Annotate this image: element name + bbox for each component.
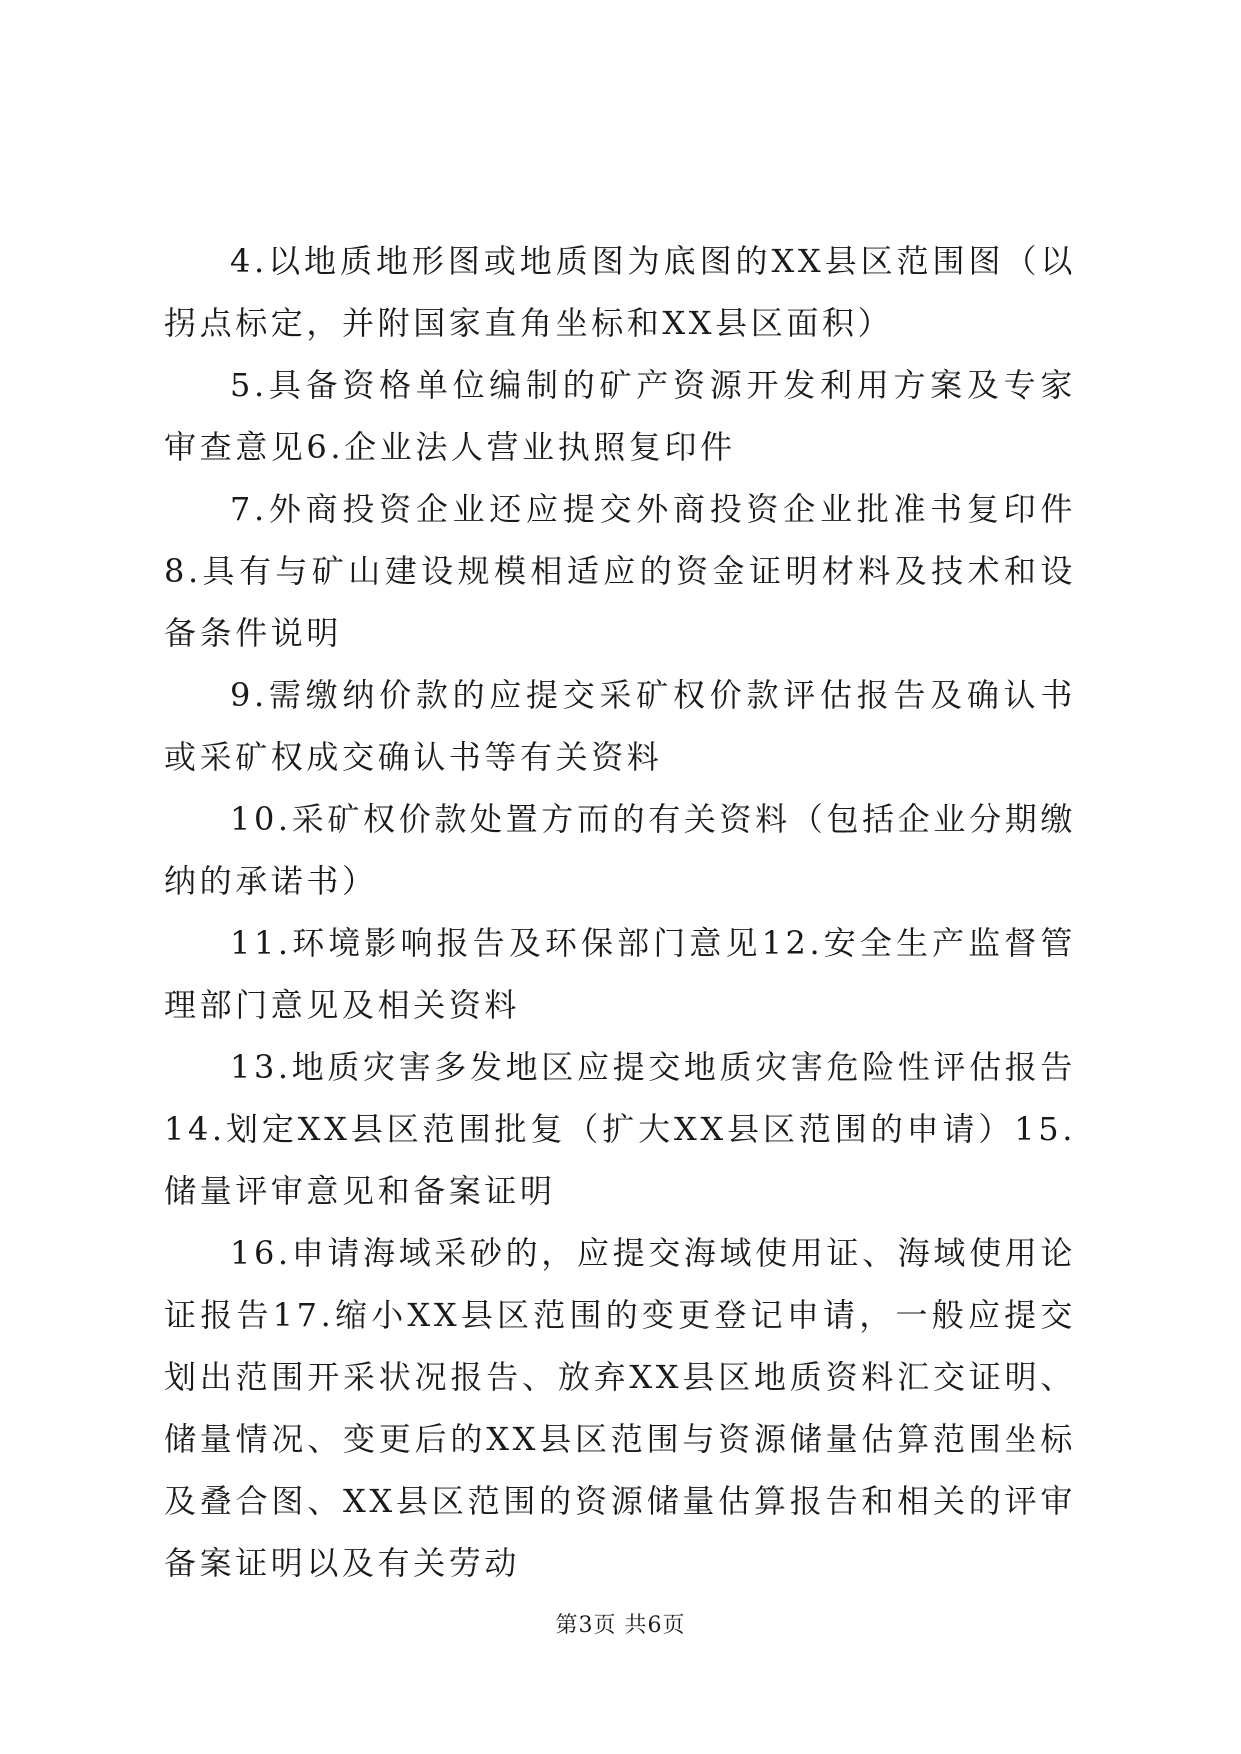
- paragraph-item-7-8: 7.外商投资企业还应提交外商投资企业批准书复印件8.具有与矿山建设规模相适应的资金证明材料及技术和设备条件说明: [164, 490, 1076, 652]
- paragraph-item-16-17: 16.申请海域采砂的，应提交海域使用证、海域使用论证报告17.缩小XX县区范围的变更登记申请，一般应提交划出范围开采状况报告、放弃XX县区地质资料汇交证明、储量情况、变更后的XX县区范围与资源储量估算范围坐标及叠合图、XX县区范围的资源储量估算报告和相关的评审备案证明以及有关劳动: [164, 1234, 1076, 1582]
- paragraph-item-10: 10.采矿权价款处置方而的有关资料（包括企业分期缴纳的承诺书）: [164, 800, 1076, 900]
- paragraph-item-11-12: 11.环境影响报告及环保部门意见12.安全生产监督管理部门意见及相关资料: [164, 924, 1076, 1024]
- paragraph-item-13-15: 13.地质灾害多发地区应提交地质灾害危险性评估报告14.划定XX县区范围批复（扩大XX县区范围的申请）15.储量评审意见和备案证明: [164, 1048, 1076, 1210]
- paragraph-item-4: 4.以地质地形图或地质图为底图的XX县区范围图（以拐点标定，并附国家直角坐标和XX县区面积）: [164, 242, 1076, 342]
- paragraph-item-5-6: 5.具备资格单位编制的矿产资源开发利用方案及专家审查意见6.企业法人营业执照复印件: [164, 366, 1076, 466]
- page-number-footer: 第3页 共6页: [555, 1613, 686, 1638]
- document-body: [164, 230, 1076, 1594]
- paragraph-item-9: 9.需缴纳价款的应提交采矿权价款评估报告及确认书或采矿权成交确认书等有关资料: [164, 676, 1076, 776]
